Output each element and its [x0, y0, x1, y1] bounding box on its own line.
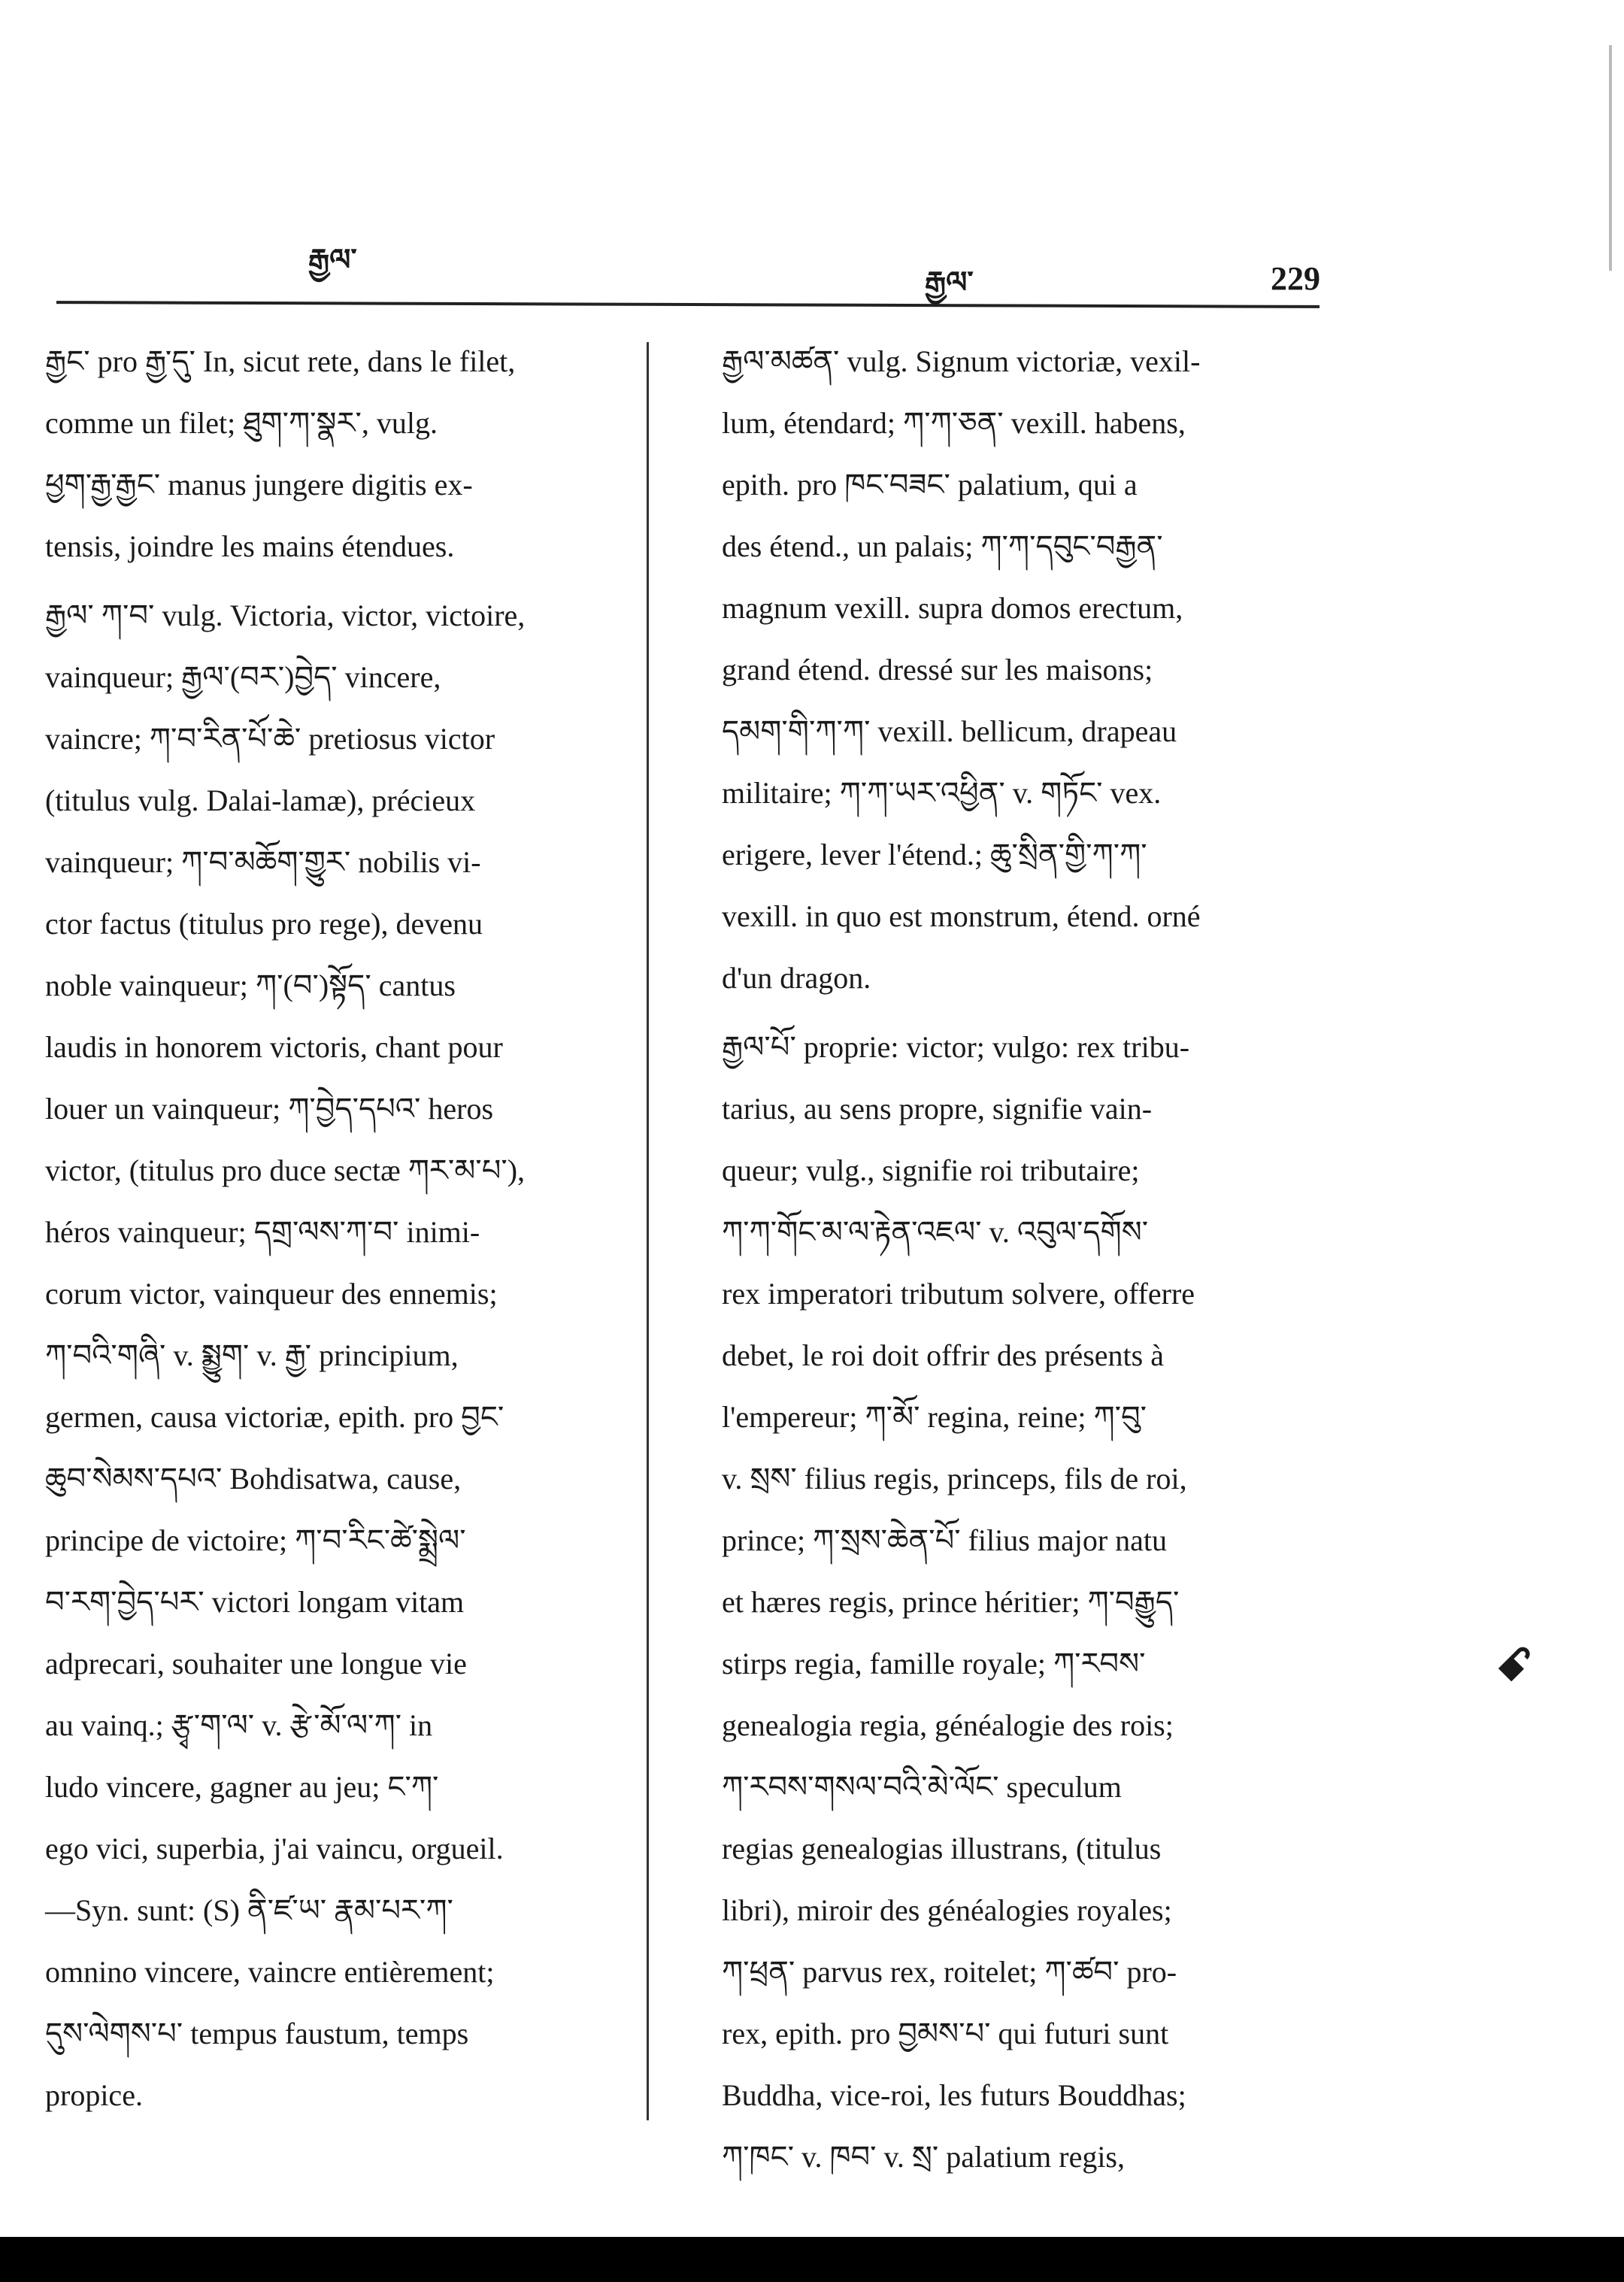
entry-line: prince; ཀ་སྲས་ཆེན་པོ་ filius major natu — [722, 1523, 1168, 1557]
entry-line: magnum vexill. supra domos erectum, — [722, 591, 1183, 625]
running-head-right: རྒྱལ་ — [925, 265, 974, 300]
entry-line: propice. — [45, 2078, 143, 2112]
entry-line: regias genealogias illustrans, (titulus — [722, 1832, 1162, 1865]
entry-line: ཀ་རབས་གསལ་བའི་མེ་ལོང་ speculum — [722, 1770, 1122, 1804]
entry-line: རྒྱང་ pro རྒྱ་དུ་ In, sicut rete, dans le filet, — [45, 344, 516, 378]
right-column — [722, 331, 1316, 2196]
entry-line: ཀ་ཕྲན་ parvus rex, roitelet; ཀ་ཚབ་ pro- — [722, 1955, 1177, 1989]
left-column — [45, 331, 647, 2134]
entry-line: queur; vulg., signifie roi tributaire; — [722, 1153, 1140, 1187]
entry-line: Buddha, vice-roi, les futurs Bouddhas; — [722, 2078, 1186, 2112]
entry-line: —Syn. sunt: (S) ནི་ཛ་ཡ་ རྣམ་པར་ཀ་ — [45, 1893, 453, 1927]
entry-line: au vainq.; རྩྭ་ག་ལ་ v. རྩེ་མོ་ལ་ཀ་ in — [45, 1708, 433, 1742]
entry-line: corum victor, vainqueur des ennemis; — [45, 1277, 498, 1311]
entry-line: དུས་ལེགས་པ་ tempus faustum, temps — [45, 2017, 469, 2050]
dictionary-entry — [722, 1017, 1316, 2188]
entry-line: vaincre; ཀ་བ་རིན་པོ་ཆེ་ pretiosus victor — [45, 722, 495, 756]
entry-line: v. སྲས་ filius regis, princeps, fils de roi, — [722, 1462, 1187, 1496]
entry-line: et hæres regis, prince héritier; ཀ་བརྒྱུད་ — [722, 1585, 1180, 1619]
entry-line: རྒྱལ་མཚན་ vulg. Signum victoriæ, vexil- — [722, 344, 1201, 378]
entry-line: vexill. in quo est monstrum, étend. orné — [722, 899, 1201, 933]
entry-line: tarius, au sens propre, signifie vain- — [722, 1092, 1153, 1126]
entry-line: ctor factus (titulus pro rege), devenu — [45, 907, 483, 941]
entry-line: བ་རག་བྱེད་པར་ victori longam vitam — [45, 1585, 465, 1619]
entry-line: d'un dragon. — [722, 961, 871, 995]
entry-line: militaire; ཀ་ཀ་ཡར་འཕྱིན་ v. གཏོང་ vex. — [722, 776, 1162, 810]
entry-line: stirps regia, famille royale; ཀ་རབས་ — [722, 1647, 1146, 1680]
entry-line: lum, étendard; ཀ་ཀ་ཅན་ vexill. habens, — [722, 406, 1186, 440]
entry-line: ཀ་ཁང་ v. ཁབ་ v. སྲ་ palatium regis, — [722, 2140, 1125, 2174]
entry-line: l'empereur; ཀ་མོ་ regina, reine; ཀ་བུ་ — [722, 1400, 1147, 1434]
dictionary-entry — [45, 585, 647, 2126]
entry-line: rex imperatori tributum solvere, offerre — [722, 1277, 1195, 1311]
dictionary-entry — [722, 331, 1316, 1009]
entry-line: principe de victoire; ཀ་བ་རིང་ཚེ་སྨྲེལ་ — [45, 1523, 466, 1557]
entry-line: germen, causa victoriæ, epith. pro བྱང་ — [45, 1400, 504, 1434]
entry-line: grand étend. dressé sur les maisons; — [722, 653, 1153, 686]
entry-line: tensis, joindre les mains étendues. — [45, 529, 455, 563]
entry-line: noble vainqueur; ཀ་(བ་)སྟོད་ cantus — [45, 968, 456, 1002]
scan-edge — [1609, 45, 1612, 271]
entry-line: vainqueur; ཀ་བ་མཆོག་གྱུར་ nobilis vi- — [45, 845, 481, 879]
entry-line: debet, le roi doit offrir des présents à — [722, 1338, 1164, 1372]
entry-line: libri), miroir des généalogies royales; — [722, 1893, 1172, 1927]
entry-line: ludo vincere, gagner au jeu; ང་ཀ་ — [45, 1770, 439, 1804]
entry-line: erigere, lever l'étend.; ཆུ་སྲིན་གྱི་ཀ་ཀ་ — [722, 838, 1147, 871]
entry-line: genealogia regia, généalogie des rois; — [722, 1708, 1174, 1742]
entry-line: རྒྱལ་པོ་ proprie: victor; vulgo: rex tribu- — [722, 1030, 1190, 1064]
entry-line: རྒྱལ་ ཀ་བ་ vulg. Victoria, victor, victoire, — [45, 599, 526, 632]
entry-line: ཕྱག་རྒྱ་རྒྱང་ manus jungere digitis ex- — [45, 468, 473, 502]
entry-line: laudis in honorem victoris, chant pour — [45, 1030, 503, 1064]
entry-line: comme un filet; ཐུག་ཀ་སྣར་, vulg. — [45, 406, 438, 440]
margin-mark: ꗃ — [1496, 1639, 1532, 1692]
entry-line: ཀ་ཀ་གོང་མ་ལ་རྟེན་འཇལ་ v. འབུལ་དགོས་ — [722, 1215, 1149, 1249]
header-rule — [56, 301, 1320, 308]
entry-line: héros vainqueur; དགྲ་ལས་ཀ་བ་ inimi- — [45, 1215, 480, 1249]
entry-line: omnino vincere, vaincre entièrement; — [45, 1955, 495, 1989]
entry-line: དམག་གི་ཀ་ཀ་ vexill. bellicum, drapeau — [722, 714, 1177, 748]
entry-line: victor, (titulus pro duce sectæ ཀར་མ་པ་), — [45, 1153, 526, 1187]
running-head-left: རྒྱལ་ — [308, 242, 357, 277]
entry-line: rex, epith. pro བྱམས་པ་ qui futuri sunt — [722, 2017, 1169, 2050]
page-number: 229 — [1271, 260, 1320, 297]
entry-line: des étend., un palais; ཀ་ཀ་དབུང་བརྒྱན་ — [722, 529, 1163, 563]
entry-line: ཀ་བའི་གཞི་ v. སྨྱུག་ v. རྒྱ་ principium, — [45, 1338, 459, 1372]
dictionary-entry — [45, 331, 647, 577]
entry-line: vainqueur; རྒྱལ་(བར་)བྱེད་ vincere, — [45, 660, 441, 694]
entry-line: ego vici, superbia, j'ai vaincu, orgueil. — [45, 1832, 504, 1865]
entry-line: louer un vainqueur; ཀ་བྱེད་དཔའ་ heros — [45, 1092, 494, 1126]
entry-line: epith. pro ཁང་བཟང་ palatium, qui a — [722, 468, 1138, 502]
scan-bottom-bar — [0, 2237, 1624, 2282]
entry-line: (titulus vulg. Dalai-lamæ), précieux — [45, 783, 476, 817]
entry-line: adprecari, souhaiter une longue vie — [45, 1647, 467, 1680]
entry-line: ཆུབ་སེམས་དཔའ་ Bohdisatwa, cause, — [45, 1462, 462, 1496]
column-divider — [647, 342, 649, 2120]
